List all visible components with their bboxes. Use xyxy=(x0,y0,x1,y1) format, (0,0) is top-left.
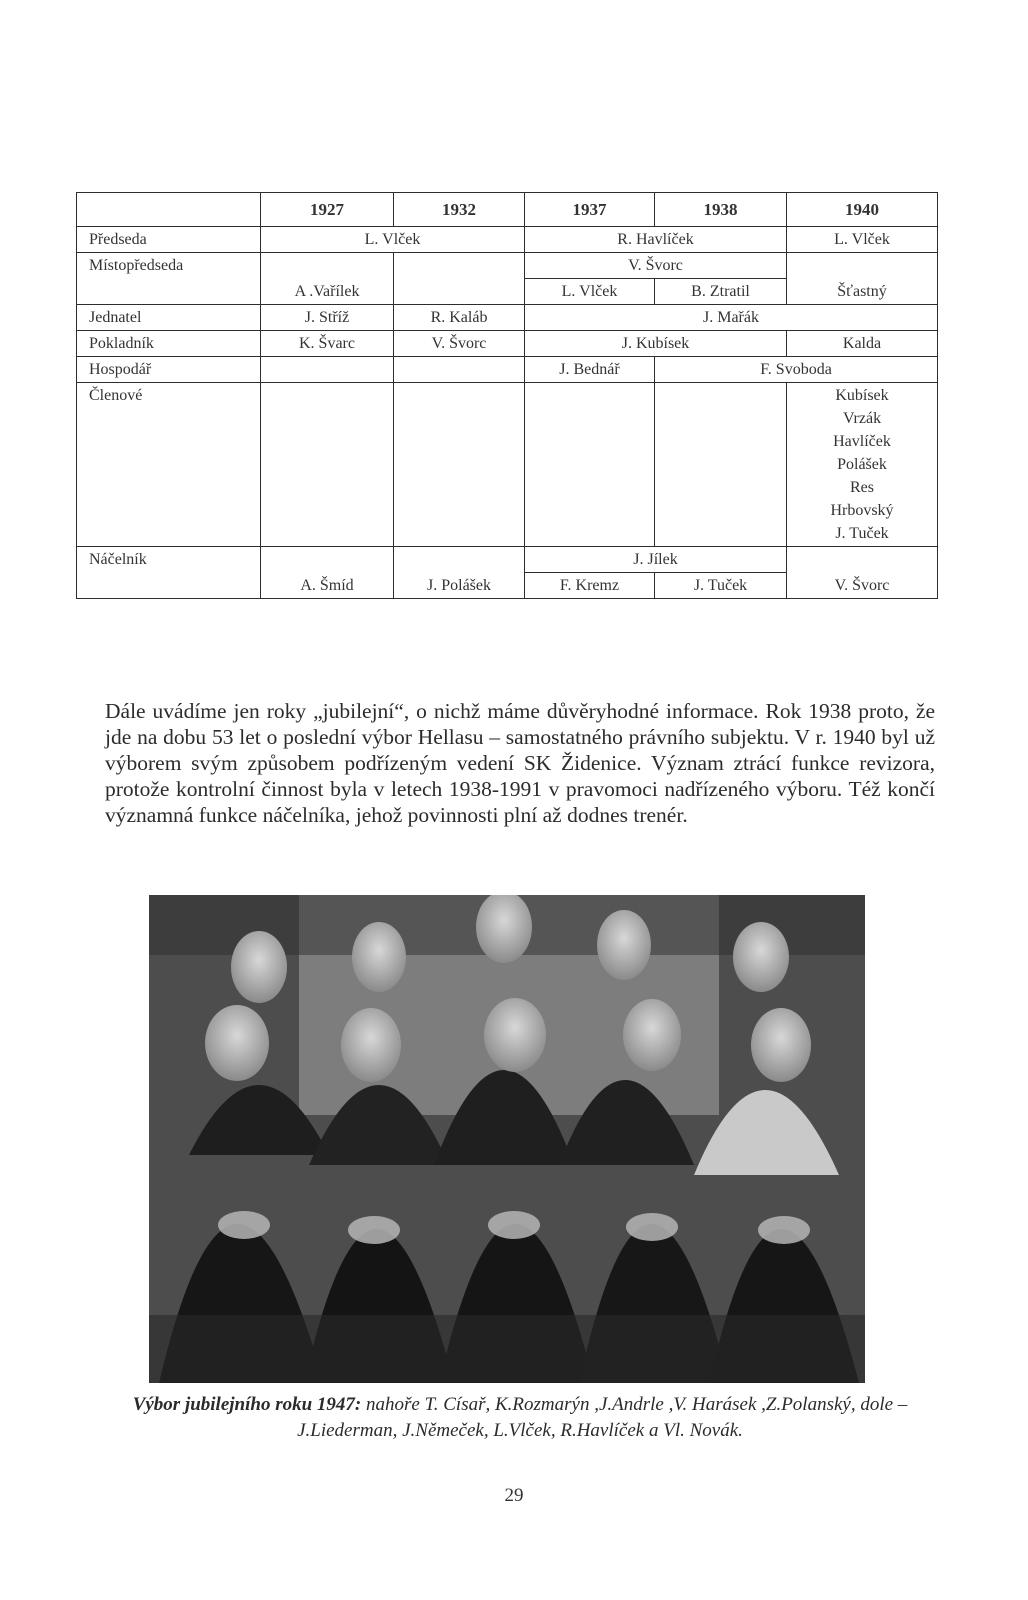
group-photo xyxy=(149,895,865,1383)
table-row-pokladnik xyxy=(77,331,938,357)
member-name: J. Tuček xyxy=(835,525,889,542)
table-cell-empty xyxy=(655,383,787,547)
table-cell: R. Kaláb xyxy=(394,305,525,331)
header-empty-cell xyxy=(77,193,261,227)
member-name: Hrbovský xyxy=(830,502,894,519)
table-cell: L. Vlček xyxy=(261,227,525,253)
table-cell: F. Svoboda xyxy=(655,357,938,383)
table-cell-empty xyxy=(261,383,394,547)
caption-title: Výbor jubilejního roku 1947: xyxy=(132,1394,362,1415)
caption-text: nahoře T. Císař, K.Rozmarýn ,J.Andrle ,V. Harásek ,Z.Polanský, dole – J.Liederman, J.Němeček, L.Vlček, R.Havlíček a Vl. Novák. xyxy=(297,1394,908,1441)
table-row-mistopredseda-top xyxy=(77,253,938,279)
table-row-clenove xyxy=(77,383,938,547)
role-label: Hospodář xyxy=(77,357,261,383)
table-cell: L. Vlček xyxy=(787,227,938,253)
group-photo-icon xyxy=(149,895,865,1383)
table-cell: R. Havlíček xyxy=(525,227,787,253)
table-cell: J. Jílek xyxy=(525,547,787,573)
member-name: Polášek xyxy=(837,456,887,473)
table-cell: J. Tuček xyxy=(655,573,787,599)
body-paragraph: Dále uvádíme jen roky „jubilejní“, o nichž máme důvěryhodné informace. Rok 1938 proto, že jde na dobu 53 let o poslední výbor Hellasu – samostatného právního subjektu. V r. 1940 byl už výborem svým způsobem podřízeným vedení SK Židenice. Význam ztrácí funkce revizora, protože kontrolní činnost byla v letech 1938-1991 v pravomoci nadřízeného výboru. Též končí významná funkce náčelníka, jehož povinnosti plní až dodnes trenér. xyxy=(105,699,935,827)
role-label: Jednatel xyxy=(77,305,261,331)
table-cell: B. Ztratil xyxy=(655,279,787,305)
table-cell: K. Švarc xyxy=(261,331,394,357)
role-label: Členové xyxy=(77,383,261,547)
table-cell-empty xyxy=(394,253,525,305)
table-cell-empty xyxy=(261,357,394,383)
table-cell: Šťastný xyxy=(787,253,938,305)
table-cell: F. Kremz xyxy=(525,573,655,599)
member-name: Vrzák xyxy=(842,410,882,427)
table-cell: V. Švorc xyxy=(525,253,787,279)
member-name: Kubísek xyxy=(835,387,889,404)
table-cell: J. Kubísek xyxy=(525,331,787,357)
table-cell: L. Vlček xyxy=(525,279,655,305)
role-label: Místopředseda xyxy=(77,253,261,305)
table-cell: A. Šmíd xyxy=(261,547,394,599)
photo-caption xyxy=(105,1392,935,1444)
table-row-nacelnik-top xyxy=(77,547,938,573)
table-row-hospodar xyxy=(77,357,938,383)
table-cell-empty xyxy=(394,383,525,547)
table-cell: J. Mařák xyxy=(525,305,938,331)
header-year: 1932 xyxy=(394,193,525,227)
table-row-jednatel xyxy=(77,305,938,331)
table-cell: A .Vařílek xyxy=(261,253,394,305)
role-label: Předseda xyxy=(77,227,261,253)
role-label: Pokladník xyxy=(77,331,261,357)
table-row-predseda xyxy=(77,227,938,253)
committee-table xyxy=(76,192,938,599)
page-number: 29 xyxy=(504,1485,524,1506)
member-name: Res xyxy=(850,479,874,496)
table-cell: V. Švorc xyxy=(787,547,938,599)
table-cell: J. Bednář xyxy=(525,357,655,383)
header-year: 1937 xyxy=(525,193,655,227)
header-year: 1927 xyxy=(261,193,394,227)
role-label: Náčelník xyxy=(77,547,261,599)
members-cell xyxy=(787,383,938,547)
table-cell: V. Švorc xyxy=(394,331,525,357)
table-cell-empty xyxy=(525,383,655,547)
table-header-row xyxy=(77,193,938,227)
table-cell: J. Polášek xyxy=(394,547,525,599)
header-year: 1940 xyxy=(787,193,938,227)
table-cell-empty xyxy=(394,357,525,383)
header-year: 1938 xyxy=(655,193,787,227)
table-cell: J. Stříž xyxy=(261,305,394,331)
member-name: Havlíček xyxy=(833,433,891,450)
table-cell: Kalda xyxy=(787,331,938,357)
